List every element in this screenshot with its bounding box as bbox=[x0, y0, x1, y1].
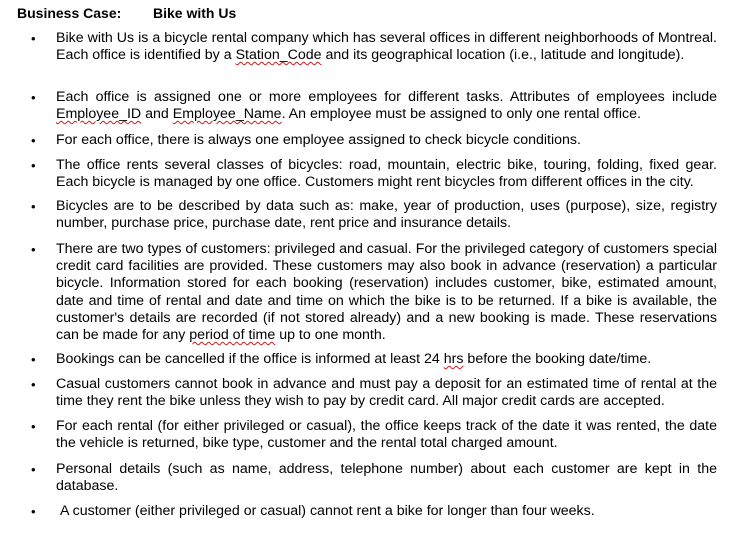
spellcheck-underline: hrs bbox=[443, 351, 464, 367]
list-item-text: Personal details (such as name, address, telephone number) about each customer are kept in the database. bbox=[56, 461, 717, 495]
bullet-icon: • bbox=[31, 31, 36, 46]
bullet-icon: • bbox=[31, 504, 36, 519]
bullet-icon: • bbox=[31, 90, 36, 105]
list-item-text: For each rental (for either privileged or casual), the office keeps track of the date it was rented, the date the vehicle is returned, bike type, customer and the rental total charged amount. bbox=[56, 418, 717, 452]
business-case-heading bbox=[17, 5, 236, 22]
bullet-icon: • bbox=[31, 377, 36, 392]
spellcheck-underline: Station_Code bbox=[235, 47, 322, 64]
list-item-text: The office rents several classes of bicycles: road, mountain, electric bike, touring, folding, fixed gear. Each bicycle is managed by one office. Customers might rent bicycles from different offices in the city. bbox=[56, 157, 717, 191]
list-item-text: For each office, there is always one employee assigned to check bicycle conditions. bbox=[56, 132, 581, 148]
spellcheck-underline: period of time bbox=[189, 327, 276, 344]
list-item-text: Bookings can be cancelled if the office is informed at least 24 hrs before the booking date/time. bbox=[56, 351, 652, 367]
spellcheck-underline: Employee_Name bbox=[172, 106, 282, 123]
bullet-icon: • bbox=[31, 462, 36, 477]
bullet-icon: • bbox=[31, 199, 36, 214]
list-item-text: Bicycles are to be described by data such as: make, year of production, uses (purpose), size, registry number, purchase price, purchase date, rent price and insurance details. bbox=[56, 198, 717, 232]
business-case-title: Bike with Us bbox=[153, 5, 237, 21]
spellcheck-underline: Employee_ID bbox=[56, 106, 142, 123]
list-item-text: Casual customers cannot book in advance and must pay a deposit for an estimated time of rental at the time they rent the bike unless they wish to pay by credit card. All major credit cards are accepted. bbox=[56, 376, 717, 410]
list-item-text: There are two types of customers: privileged and casual. For the privileged category of customers special credit card facilities are provided. These customers may also book in advance (reservation) a particular bicycle. Information stored for each booking (reservation) includes customer, bike, estimated amount, date and time of rental and date and time on which the bike is to be returned. If a bike is available, the customer's details are recorded (if not stored already) and a new booking is made. These reservations can be made for any period of time up to one month. bbox=[56, 241, 717, 344]
business-case-label: Business Case: bbox=[17, 5, 122, 21]
list-item-text: A customer (either privileged or casual) cannot rent a bike for longer than four weeks. bbox=[60, 503, 595, 519]
list-item-text: Bike with Us is a bicycle rental company which has several offices in different neighborhoods of Montreal. Each office is identified by a Station_Code and its geographical location (i.e., latitude and longitude). bbox=[56, 30, 717, 64]
bullet-icon: • bbox=[31, 133, 36, 148]
list-item-text: Each office is assigned one or more employees for different tasks. Attributes of employees include Employee_ID and Employee_Name. An employee must be assigned to only one rental office. bbox=[56, 89, 717, 123]
bullet-icon: • bbox=[31, 242, 36, 257]
bullet-icon: • bbox=[31, 419, 36, 434]
bullet-icon: • bbox=[31, 352, 36, 367]
bullet-icon: • bbox=[31, 158, 36, 173]
